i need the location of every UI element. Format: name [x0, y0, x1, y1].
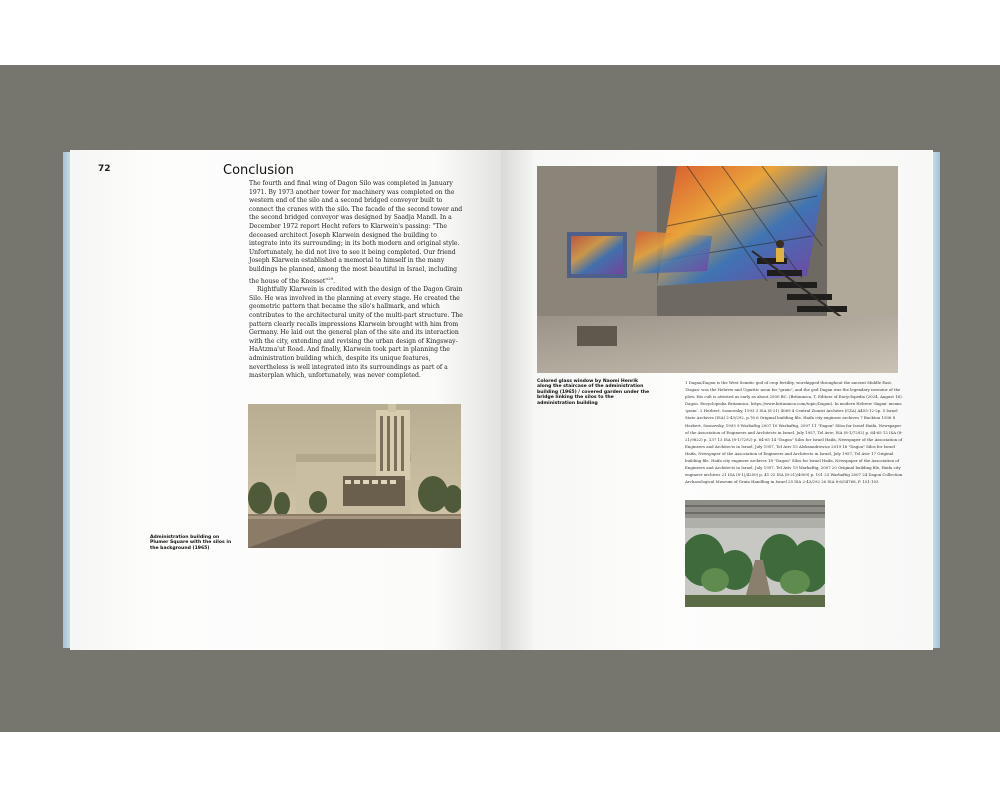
- staircase-stained-glass-photo: [537, 166, 898, 373]
- right-page: [501, 150, 933, 650]
- page-heading: Conclusion: [223, 163, 294, 178]
- page-edge-right: [933, 152, 940, 648]
- left-page: [70, 150, 501, 650]
- open-book: [63, 150, 940, 650]
- page-edge-left: [63, 152, 70, 648]
- paragraph-2: Rightfully Klarwein is credited with the design of the Dagon Grain Silo. He was involved in the planning at every stage. He created the geometric pattern that became the silo's hallmark, and which contributes to the architectural unity of the multi-part structure. The pattern clearly recalls impressions Klarwein brought with him from Germany. He laid out the general plan of the site and its interaction with the city, extending and revising the urban design of Kingsway-HaAtzma'ut Road. And finally, Klarwein took part in planning the administration building which, despite its unique features, nevertheless is well integrated into its surroundings as part of a masterplan which, unfortunately, was never completed.: [249, 286, 463, 380]
- left-photo-caption: Administration building on Plumer Square with the silos in the background (1965): [150, 535, 232, 551]
- footnote-ref: 29: [328, 275, 334, 281]
- covered-garden-photo: [685, 500, 825, 607]
- page-number: 72: [98, 164, 111, 174]
- right-photo-caption: Colored glass window by Naomi Henrik along the staircase of the administration building (1965) / covered garden under the bridge linking the silos to the administration building: [537, 379, 650, 406]
- administration-building-photo: [248, 404, 461, 548]
- footnotes: 1 Dagan/Dagon is the West Semitic god of crop fertility, worshipped throughout the ancient Middle East. 'Dagan' was the Hebrew and Ugaritic noun for "grain", and the god Dagan was the legendary inventor of the plow. His cult is attested as early as about 2500 BC. (Britannica, T. Editors of Encyclopedia (2024, August 16). Dagon. Encyclopedia Britannica. https://www.britannica.com/topic/Dagan). In modern Hebrew 'dagan' means 'grain'. 2 Herbert, Sosnovsky, 1993 3 ISA (8-21) 4069 4 Central Zionist Archives (CZA) A455-12-2p. 5 Israel State Archives (ISA) 2-43/292, p.76 6 Original building file, Haifa city engineer archives 7 Buckton 1936 8 Herbert, Sosnovsky, 1993 9 Warhaftig 2007 10 Warhaftig, 2007 11 "Dagon" Silos for Israel Haifa, Newspaper of the Association of Engineers and Architects in Israel, July 1957, Tel Aviv; ISA (8-1/7292) p. 64-65 12 ISA (8-21/9822) p. 137 13 ISA (8-1/7292) p. 64-65 14 "Dagon" Silos for Israel Haifa, Newspaper of the Association of Engineers and Architects in Israel, July 1957, Tel Aviv 15 Aleksandrowicz 2019 16 "Dagon" Silos for Israel Haifa, Newspaper of the Association of Engineers and Architects in Israel, July 1957, Tel Aviv 17 Original building file, Haifa city engineer archives 18 "Dagon" Silos for Israel Haifa, Newspaper of the Association of Engineers and Architects in Israel, July 1957, Tel Aviv 19 Warhaftig, 2007 20 Original building file, Haifa city engineer archives 21 ISA (8-1)/4250) p. 41 22 ISA (8-21)/4009) p. 101 23 Warhaftig 2007 24 Dagon Collection Archaeological Museum of Grain Handling in Israel 25 ISA 2-43/292 26 ISA 8-6/54768, P. 101-103: [685, 380, 903, 485]
- paragraph-1: The fourth and final wing of Dagon Silo was completed in January 1971. By 1973 another tower for machinery was completed on the western end of the silo and a second bridged conveyor built to connect the cranes with the silo. The facade of the second tower and the second bridged conveyor was designed by Saadja Mandl. In a December 1972 report Hecht refers to Klarwein's passing: "The deceased architect Joseph Klarwein designed the building to integrate into its surrounding; in its both modern and original style. Unfortunately, he did not live to see it being completed. Our friend Joseph Klarwein established a memorial to himself in the many buildings he planned, among the most beautiful in Israel, including the house of the Knesset": [249, 180, 463, 285]
- body-text: The fourth and final wing of Dagon Silo was completed in January 1971. By 1973 another tower for machinery was completed on the western end of the silo and a second bridged conveyor built to connect the cranes with the silo. The facade of the second tower and the second bridged conveyor was designed by Saadja Mandl. In a December 1972 report Hecht refers to Klarwein's passing: "The deceased architect Joseph Klarwein designed the building to integrate into its surrounding; in its both modern and original style. Unfortunately, he did not live to see it being completed. Our friend Joseph Klarwein established a memorial to himself in the many buildings he planned, among the most beautiful in Israel, including the house of the Knesset"$^{29}$. Rightfully Klarwein is credited with the design of the Dagon Grain Silo. He was involved in the planning at every stage. He created the geometric pattern that became the silo's hallmark, and which contributes to the architectural unity of the multi-part structure. The pattern clearly recalls impressions Klarwein brought with him from Germany. He laid out the general plan of the site and its interaction with the city, extending and revising the urban design of Kingsway-HaAtzma'ut Road. And finally, Klarwein took part in planning the administration building which, despite its unique features, nevertheless is well integrated into its surroundings as part of a masterplan which, unfortunately, was never completed.: [249, 180, 463, 380]
